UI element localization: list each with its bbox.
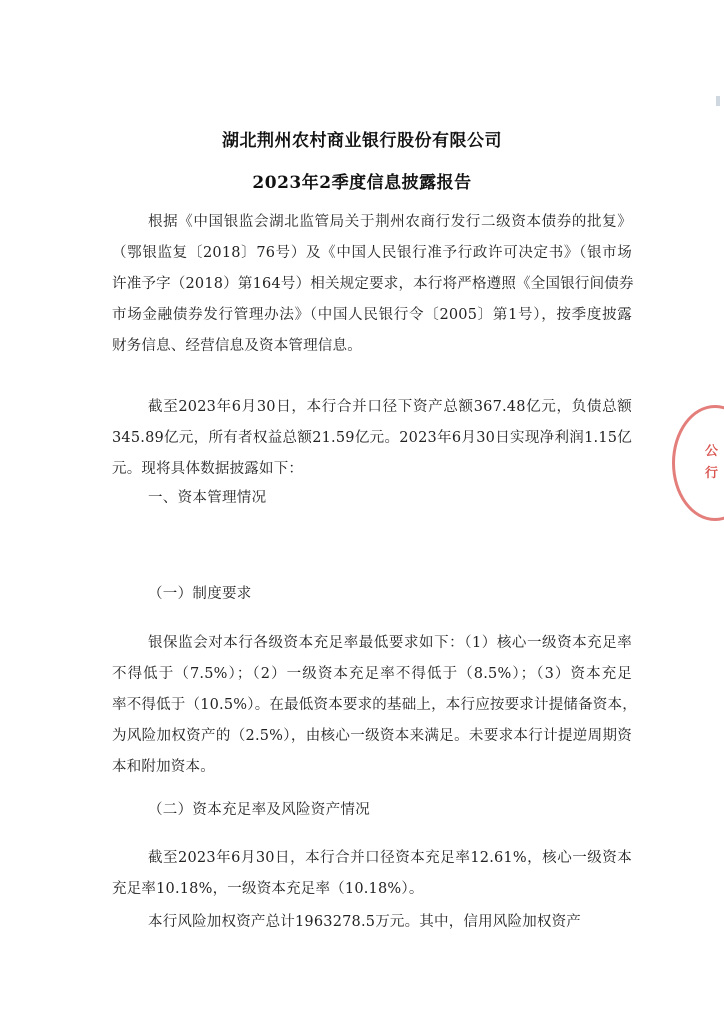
requirements-paragraph bbox=[112, 628, 637, 783]
paragraph-line: （鄂银监复〔2018〕76号）及《中国人民银行准予行政许可决定书》（银市场 bbox=[112, 245, 632, 261]
paragraph-line: 本行风险加权资产总计1963278.5万元。其中，信用风险加权资产 bbox=[148, 914, 582, 930]
scroll-marker bbox=[716, 96, 720, 106]
paragraph-line: 许准予字（2018）第164号）相关规定要求，本行将严格遵照《全国银行间债券 bbox=[112, 276, 634, 292]
subsection-heading-requirements: （一）制度要求 bbox=[148, 586, 252, 602]
paragraph-line: 截至2023年6月30日，本行合并口径资本充足率12.61%，核心一级资本 bbox=[148, 850, 632, 866]
paragraph-line: 根据《中国银监会湖北监管局关于荆州农商行发行二级资本债券的批复》 bbox=[148, 214, 632, 230]
capital-adequacy-paragraph bbox=[112, 843, 632, 905]
summary-paragraph bbox=[112, 392, 632, 485]
seal-char: 行 bbox=[704, 466, 718, 481]
risk-assets-paragraph bbox=[112, 907, 632, 938]
paragraph-line: 市场金融债券发行管理办法》（中国人民银行令〔2005〕第1号），按季度披露 bbox=[112, 307, 632, 323]
paragraph-line: 截至2023年6月30日，本行合并口径下资产总额367.48亿元，负债总额 bbox=[148, 399, 632, 415]
paragraph-line: 充足率10.18%，一级资本充足率（10.18%）。 bbox=[112, 881, 424, 897]
paragraph-line: 银保监会对本行各级资本充足率最低要求如下：（1）核心一级资本充足率 bbox=[148, 635, 632, 651]
document-title: 湖北荆州农村商业银行股份有限公司 bbox=[222, 131, 502, 151]
paragraph-line: 率不得低于（10.5%）。在最低资本要求的基础上，本行应按要求计提储备资本， bbox=[112, 697, 637, 713]
paragraph-line: 元。现将具体数据披露如下： bbox=[112, 461, 304, 477]
subsection-heading-capital-adequacy: （二）资本充足率及风险资产情况 bbox=[148, 802, 370, 818]
document-subtitle: 2023年2季度信息披露报告 bbox=[252, 173, 472, 193]
paragraph-line: 不得低于（7.5%）；（2）一级资本充足率不得低于（8.5%）；（3）资本充足 bbox=[112, 666, 632, 682]
intro-paragraph bbox=[112, 207, 632, 362]
paragraph-line: 本和附加资本。 bbox=[112, 759, 215, 775]
paragraph-line: 财务信息、经营信息及资本管理信息。 bbox=[112, 338, 362, 354]
seal-char: 公 bbox=[704, 444, 718, 459]
paragraph-line: 为风险加权资产的（2.5%），由核心一级资本来满足。未要求本行计提逆周期资 bbox=[112, 728, 632, 744]
paragraph-line: 345.89亿元，所有者权益总额21.59亿元。2023年6月30日实现净利润1.15亿 bbox=[112, 430, 632, 446]
section-heading-capital-management: 一、资本管理情况 bbox=[148, 490, 267, 506]
